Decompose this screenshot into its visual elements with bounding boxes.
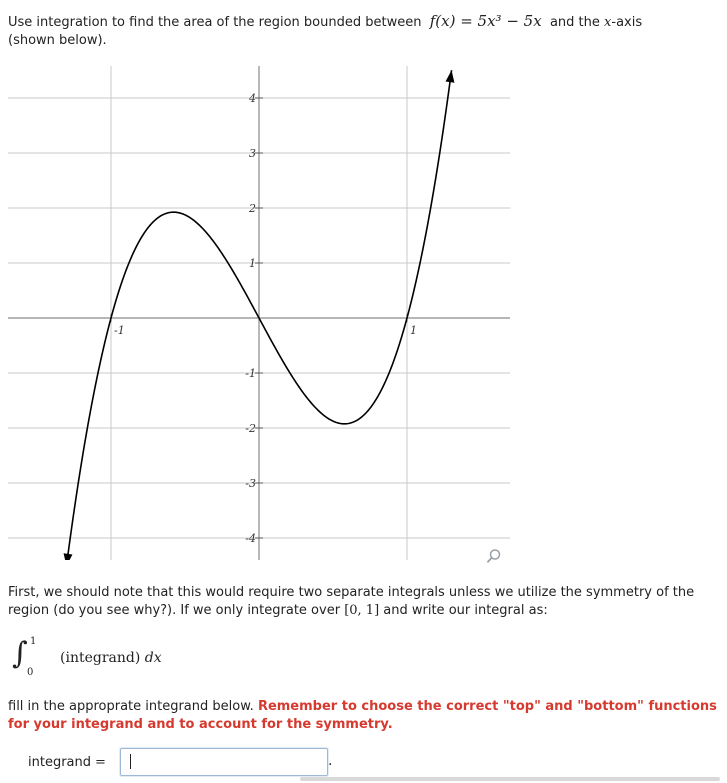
axis-suffix: -axis: [611, 15, 643, 30]
answer-label-text: integrand: [28, 755, 92, 770]
curve-arrow-down-icon: [64, 553, 73, 560]
question-intro: Use integration to find the area of the region bounded between: [8, 15, 422, 30]
x-tick-label: -1: [114, 324, 125, 337]
y-tick-label: -3: [245, 477, 256, 490]
question-intro-line2: (shown below).: [8, 33, 107, 48]
y-tick-label: 4: [249, 92, 256, 105]
instruction-emphasis: Remember to choose the correct "top" and "bottom" functions for your integrand and to account for the symmetry.: [8, 699, 717, 732]
answer-equals: =: [95, 755, 106, 770]
magnifier-icon[interactable]: [486, 548, 502, 564]
integral-lower-limit: 0: [27, 667, 34, 678]
curve-arrow-up-icon: [446, 70, 455, 82]
x-tick-label: 1: [410, 324, 417, 337]
y-tick-label: -1: [245, 367, 256, 380]
explanation-after: and write our integral as:: [383, 603, 548, 618]
integral-body: [60, 650, 162, 666]
explanation-before: First, we should note that this would require two separate integrals unless we utilize the symmetry of the region (do you see why?). If we only integrate over: [8, 585, 695, 618]
answer-row: [28, 748, 388, 780]
graph-axes: [8, 66, 510, 560]
instruction-text: [8, 698, 720, 734]
y-tick-label: 3: [249, 147, 256, 160]
function-expression: f(x) = 5x³ − 5x: [429, 12, 542, 30]
integral-upper-limit: 1: [30, 636, 37, 647]
function-graph: [8, 66, 510, 560]
answer-period: .: [328, 753, 333, 769]
answer-label: [28, 755, 106, 770]
scrollbar[interactable]: [300, 777, 720, 781]
instruction-plain: fill in the approprate integrand below.: [8, 699, 254, 714]
text-caret: [130, 754, 131, 769]
y-tick-label: -4: [245, 532, 256, 545]
question-intro-after: and the: [549, 15, 600, 30]
question-text: [8, 12, 713, 50]
integral-sign: ∫: [12, 636, 28, 671]
differential: dx: [144, 650, 162, 666]
y-tick-label: 2: [249, 202, 256, 215]
integrand-placeholder: (integrand): [60, 650, 141, 666]
axis-variable: x: [604, 15, 612, 30]
explanation-text: [8, 584, 718, 620]
integrand-input[interactable]: [120, 748, 328, 776]
integration-interval: [0, 1]: [344, 603, 380, 618]
y-tick-label: 1: [249, 257, 256, 270]
integral-expression: [10, 636, 310, 680]
y-tick-label: -2: [245, 422, 256, 435]
